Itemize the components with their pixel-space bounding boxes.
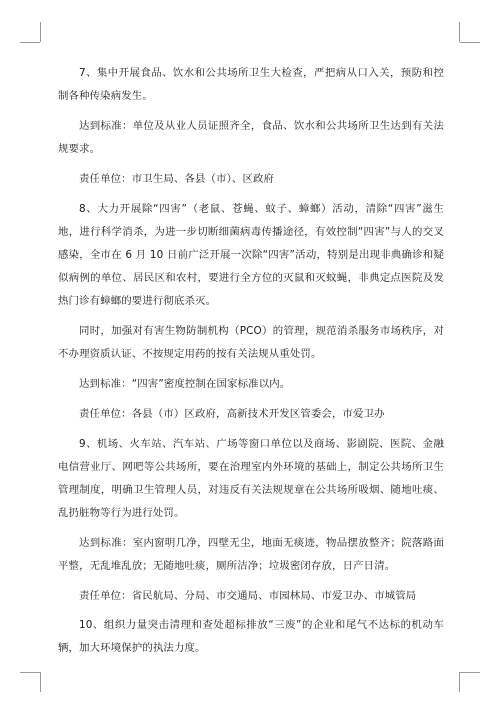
crop-mark-top-right-horizontal (460, 42, 480, 43)
paragraph-item-9: 9、机场、火车站、汽车站、广场等窗口单位以及商场、影剧院、医院、金融电信营业厅、网吧等公共场所，要在治理室内外环境的基础上，制定公共场所卫生管理制度，明确卫生管理人员，对违反有关法规规章在公共场所吸烟、随地吐痰、乱扔脏物等行为进行处罚。 (58, 438, 444, 519)
crop-mark-bottom-left-horizontal (20, 672, 40, 673)
document-body (58, 62, 444, 667)
paragraph-standard-9: 达到标准：室内窗明几净，四壁无尘，地面无痰迹，物品摆放整齐；院落路面平整，无乱堆乱放；无随地吐痰，厕所洁净；垃圾密闭存放，日产日清。 (58, 537, 444, 572)
paragraph-item-8: 8、大力开展除“四害”（老鼠、苍蝇、蚊子、蟑螂）活动，清除“四害”滋生地，进行科学消杀，为进一步切断细菌病毒传播途径，有效控制“四害”与人的交叉感染，全市在 6 月 10 日前广泛开展一次除“四害”活动，特别是出现非典确诊和疑似病例的单位、居民区和农村，要进行全方位的灭鼠和灭蚊蝇，非典定点医院及发热门诊有蟑螂的要进行彻底杀灭。 (58, 203, 444, 307)
crop-mark-top-left-horizontal (20, 42, 40, 43)
crop-mark-bottom-left-vertical (40, 672, 41, 692)
paragraph-responsible-7: 责任单位：市卫生局、各县（市）、区政府 (79, 173, 275, 185)
crop-mark-top-right-vertical (459, 22, 460, 42)
paragraph-responsible-9: 责任单位：省民航局、分局、市交通局、市园林局、市爱卫办、市城管局 (79, 590, 417, 602)
paragraph-responsible-8: 责任单位：各县（市）区政府，高新技术开发区管委会，市爱卫办 (79, 408, 385, 420)
paragraph-item-7: 7、集中开展食品、饮水和公共场所卫生大检查，严把病从口入关，预防和控制各种传染病发生。 (58, 67, 444, 102)
crop-mark-bottom-right-vertical (459, 672, 460, 692)
paragraph-item-10: 10、组织力量突击清理和查处超标排放“三废”的企业和尾气不达标的机动车辆，加大环境保护的执法力度。 (58, 619, 444, 654)
crop-mark-bottom-right-horizontal (460, 672, 480, 673)
crop-mark-top-left-vertical (40, 22, 41, 42)
paragraph-standard-7: 达到标准：单位及从业人员证照齐全，食品、饮水和公共场所卫生达到有关法规要求。 (58, 120, 444, 155)
paragraph-standard-8: 达到标准：“四害”密度控制在国家标准以内。 (79, 378, 291, 390)
paragraph-item-8-supplement: 同时，加强对有害生物防制机构（PCO）的管理，规范消杀服务市场秩序，对不办理资质认证、不按规定用药的按有关法规从重处罚。 (58, 325, 444, 360)
